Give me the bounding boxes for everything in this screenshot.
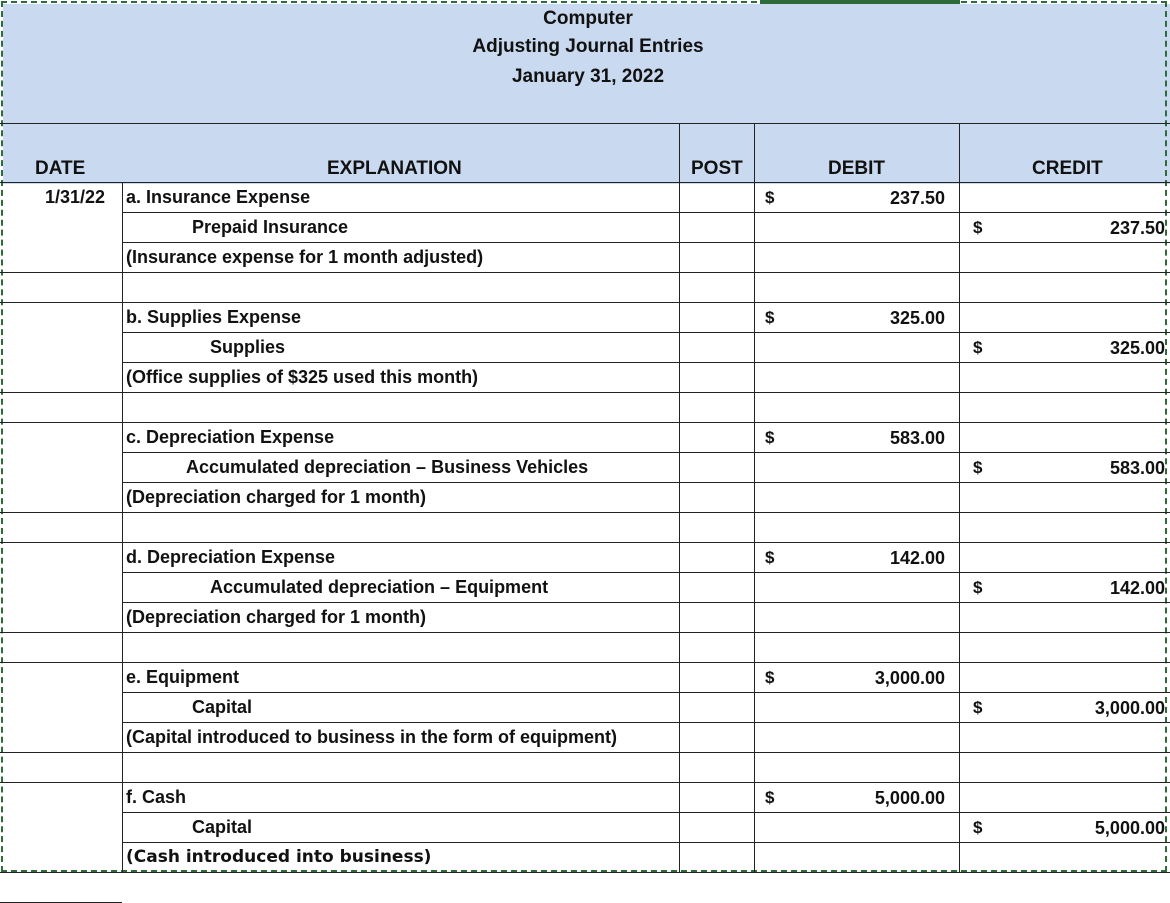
credit-currency: $	[973, 578, 983, 597]
col-post: POST	[691, 158, 743, 179]
credit-amount: 142.00	[1109, 578, 1165, 598]
debit-amount: 583.00	[889, 428, 945, 448]
col-rule	[959, 123, 960, 872]
debit-amount: 3,000.00	[874, 668, 945, 688]
narration: (Capital introduced to business in the form of equipment)	[126, 727, 618, 747]
credit-account: Accumulated depreciation – Equipment	[210, 577, 549, 597]
debit-account: e. Equipment	[126, 667, 240, 687]
debit-currency: $	[765, 668, 775, 687]
debit-account: d. Depreciation Expense	[126, 547, 336, 567]
credit-currency: $	[973, 458, 983, 477]
credit-amount: 237.50	[1109, 218, 1165, 238]
row-rule	[122, 302, 1170, 303]
rule-header	[0, 182, 1170, 183]
row-rule	[122, 752, 1170, 753]
col-credit: CREDIT	[1032, 158, 1103, 179]
row-rule	[122, 782, 1170, 783]
col-explanation: EXPLANATION	[327, 158, 462, 179]
row-rule	[122, 422, 1170, 423]
col-rule	[754, 123, 755, 872]
company-name: Computer	[543, 8, 633, 29]
credit-account: Accumulated depreciation – Business Vehicles	[186, 457, 589, 477]
credit-amount: 583.00	[1109, 458, 1165, 478]
debit-currency: $	[765, 188, 775, 207]
row-rule	[122, 332, 1170, 333]
row-rule	[122, 392, 1170, 393]
row-rule	[122, 662, 1170, 663]
debit-amount: 5,000.00	[874, 788, 945, 808]
debit-amount: 237.50	[889, 188, 945, 208]
col-rule	[122, 182, 123, 872]
row-rule	[122, 242, 1170, 243]
row-rule	[0, 302, 122, 303]
credit-currency: $	[973, 338, 983, 357]
row-rule	[122, 512, 1170, 513]
col-debit: DEBIT	[828, 158, 885, 179]
narration: (Depreciation charged for 1 month)	[126, 607, 427, 627]
debit-currency: $	[765, 548, 775, 567]
credit-amount: 3,000.00	[1094, 698, 1165, 718]
credit-account: Prepaid Insurance	[192, 217, 349, 237]
row-rule	[0, 632, 122, 633]
narration: (Depreciation charged for 1 month)	[126, 487, 427, 507]
col-date: DATE	[35, 158, 86, 179]
row-rule	[0, 872, 122, 873]
debit-amount: 142.00	[889, 548, 945, 568]
row-rule	[122, 572, 1170, 573]
debit-currency: $	[765, 428, 775, 447]
row-rule	[0, 782, 122, 783]
row-rule	[122, 722, 1170, 723]
row-rule	[122, 362, 1170, 363]
row-rule	[0, 542, 122, 543]
credit-currency: $	[973, 698, 983, 717]
debit-account: f. Cash	[126, 787, 187, 807]
credit-amount: 325.00	[1109, 338, 1165, 358]
credit-account: Capital	[192, 817, 253, 837]
credit-currency: $	[973, 218, 983, 237]
row-rule	[122, 812, 1170, 813]
rule-top	[0, 123, 1170, 124]
credit-currency: $	[973, 818, 983, 837]
row-rule	[0, 422, 122, 423]
debit-account: a. Insurance Expense	[126, 187, 311, 207]
credit-account: Supplies	[210, 337, 286, 357]
report-date: January 31, 2022	[511, 66, 665, 87]
row-rule	[122, 872, 1170, 873]
debit-amount: 325.00	[889, 308, 945, 328]
row-rule	[0, 752, 122, 753]
debit-currency: $	[765, 308, 775, 327]
row-rule	[0, 662, 122, 663]
debit-currency: $	[765, 788, 775, 807]
narration: (Office supplies of $325 used this month)	[126, 367, 479, 387]
row-rule	[0, 512, 122, 513]
narration: (Cash introduced into business)	[126, 847, 432, 867]
col-rule	[679, 123, 680, 872]
row-rule	[122, 452, 1170, 453]
row-rule	[122, 632, 1170, 633]
row-rule	[0, 392, 122, 393]
narration: (Insurance expense for 1 month adjusted)	[126, 247, 484, 267]
row-rule	[0, 272, 122, 273]
entry-date: 1/31/22	[45, 187, 106, 207]
row-rule	[122, 542, 1170, 543]
row-rule	[122, 482, 1170, 483]
row-rule	[122, 602, 1170, 603]
debit-account: b. Supplies Expense	[126, 307, 302, 327]
row-rule	[122, 692, 1170, 693]
row-rule	[122, 272, 1170, 273]
row-rule	[122, 212, 1170, 213]
debit-account: c. Depreciation Expense	[126, 427, 335, 447]
credit-account: Capital	[192, 697, 253, 717]
report-title: Adjusting Journal Entries	[472, 36, 704, 57]
credit-amount: 5,000.00	[1094, 818, 1165, 838]
row-rule	[122, 842, 1170, 843]
